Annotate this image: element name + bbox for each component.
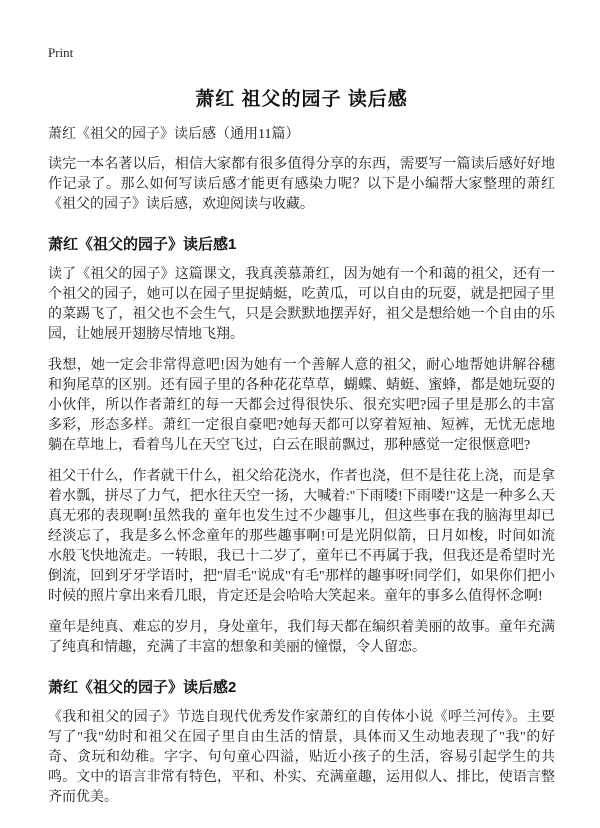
- section-heading-2: 萧红《祖父的园子》读后感2: [48, 679, 237, 696]
- paragraph: 我想，她一定会非常得意吧!因为她有一个善解人意的祖父，耐心地帮她讲解谷穗和狗尾草的区别。还有园子里的各种花花草草，蝴蝶、蜻蜓、蜜蜂，都是她玩耍的小伙伴，所以作者萧红的每一天都会过得很快乐、很充实吧?园子里是那么的丰富多彩，形态多样。萧红一定很自豪吧?她每天都可以穿着短袖、短裤，无忧无虑地躺在草地上，看着鸟儿在天空飞过，白云在眼前飘过，那种感觉一定很惬意吧?: [48, 358, 555, 453]
- paragraph: 《我和祖父的园子》节选自现代优秀发作家萧红的自传体小说《呼兰河传》。主要写了"我"幼时和祖父在园子里自由生活的情景，具体而又生动地表现了"我"的好奇、贪玩和幼稚。字字、句句童心四溢，贴近小孩子的生活，容易引起学生的共鸣。文中的语言非常有特色，平和、朴实、充满童趣，运用似人、排比，使语言整齐而优美。: [48, 710, 555, 805]
- paragraph: 童年是纯真、难忘的岁月，身处童年，我们每天都在编织着美丽的故事。童年充满了纯真和情趣，充满了丰富的想象和美丽的憧憬，令人留恋。: [48, 620, 555, 655]
- paragraph: 祖父干什么，作者就干什么，祖父给花浇水，作者也浇，但不是往花上浇，而是拿着水瓢，拼尽了力气，把水往天空一扬，大喊着:"下雨喽!下雨喽!"这是一种多么天真无邪的表现啊!虽然我的 童年也发生过不少趣事儿，但这些事在我的脑海里却已经淡忘了，我是多么怀念童年的那些趣事啊!可是光阴似箭，日月如梭，时间如流水般飞快地流走。一转眼，我已十二岁了，童年已不再属于我，但我还是希望时光倒流，回到牙牙学语时，把"眉毛"说成"有毛"那样的趣事呀!同学们，如果你们把小时候的照片拿出来看几眼，肯定还是会哈哈大笑起来。童年的事多么值得怀念啊!: [48, 469, 555, 604]
- intro-paragraph: 读完一本名著以后，相信大家都有很多值得分享的东西，需要写一篇读后感好好地作记录了。那么如何写读后感才能更有感染力呢？以下是小编帮大家整理的萧红《祖父的园子》读后感，欢迎阅读与收藏。: [48, 157, 555, 212]
- paragraph: 读了《祖父的园子》这篇课文，我真羡慕萧红，因为她有一个和蔼的祖父，还有一个祖父的园子，她可以在园子里捉蜻蜓，吃黄瓜，可以自由的玩耍，就是把园子里的菜踢飞了，祖父也不会生气，只是会默默地摆弄好，祖父是想给她一个自由的乐园，让她展开翅膀尽情地飞翔。: [48, 267, 555, 342]
- section-heading-1: 萧红《祖父的园子》读后感1: [48, 236, 237, 253]
- document-subtitle: 萧红《祖父的园子》读后感（通用11篇）: [48, 127, 300, 142]
- page-title: 萧红 祖父的园子 读后感: [195, 89, 408, 110]
- print-button[interactable]: Print: [48, 45, 74, 60]
